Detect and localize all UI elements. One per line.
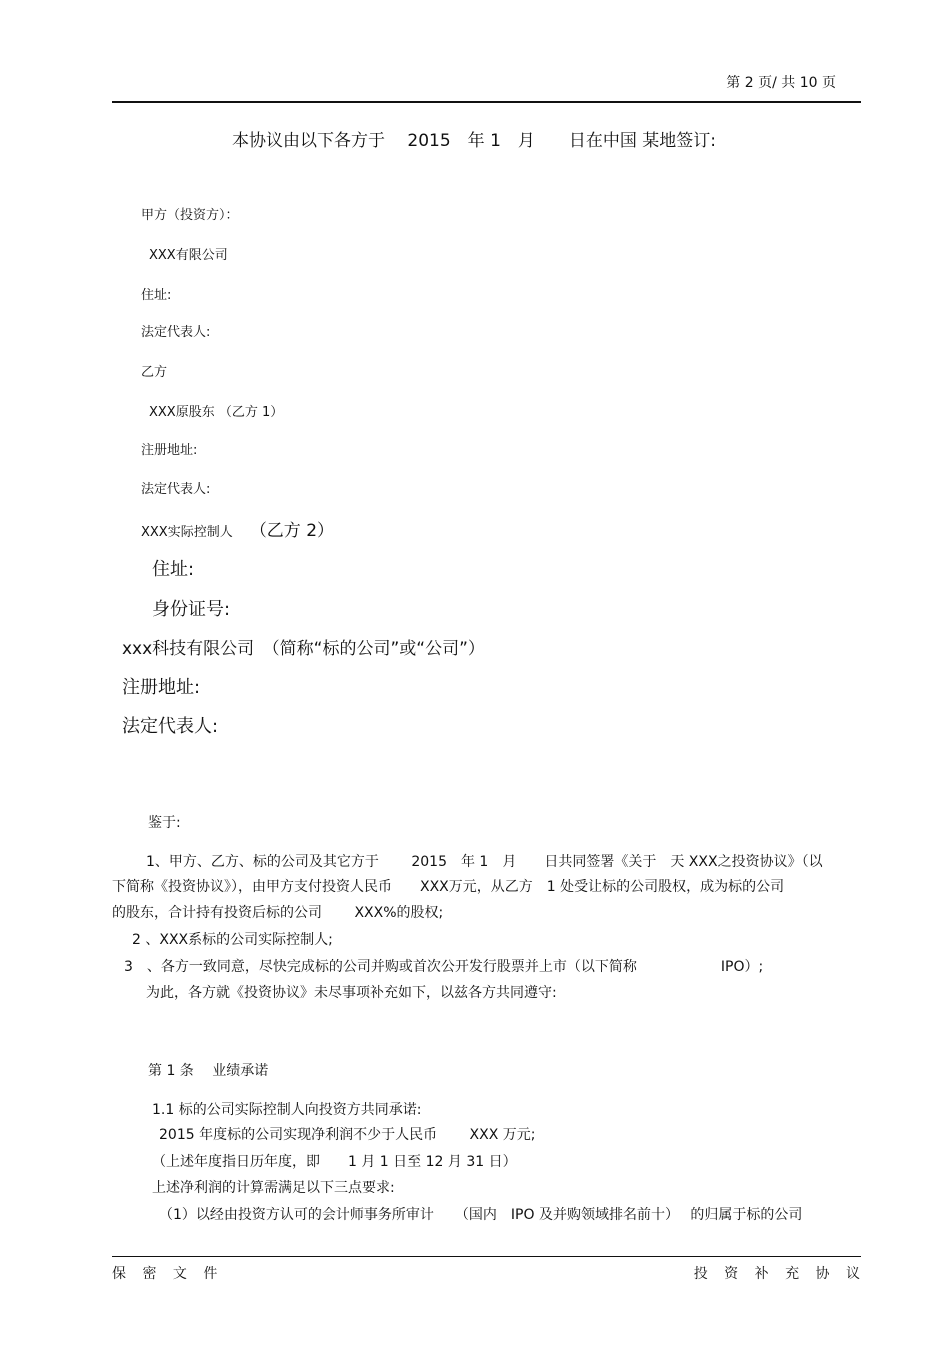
party-b1-name: XXX原股东 （乙方 1） <box>149 405 284 420</box>
footer-right: 投 资 补 充 协 议 <box>693 1266 866 1282</box>
party-a-address: 住址: <box>141 288 172 303</box>
target-company-name: xxx科技有限公司 （简称“标的公司”或“公司”） <box>122 639 485 659</box>
party-b2-address: 住址: <box>152 559 195 580</box>
party-b2-line <box>141 516 334 541</box>
party-a-name: XXX有限公司 <box>149 248 228 263</box>
party-a-label: 甲方（投资方）： <box>141 208 239 223</box>
party-b-label: 乙方 <box>141 365 168 380</box>
party-b2-name: XXX实际控制人 <box>141 525 233 540</box>
article-1-heading: 第 1 条 业绩承诺 <box>148 1063 269 1079</box>
clause-1-1: 1.1 标的公司实际控制人向投资方共同承诺: <box>152 1102 422 1118</box>
party-b1-address: 注册地址: <box>141 443 198 458</box>
page-title: 本协议由以下各方于 2015 年 1 月 日在中国 某地签订: <box>232 131 717 151</box>
target-company-rep: 法定代表人: <box>122 716 219 737</box>
requirement-1: （1）以经由投资方认可的会计师事务所审计 （国内 IPO 及并购领域排名前十） 的归属于标的公司 <box>159 1207 803 1223</box>
recital-1-line-3: 的股东，合计持有投资后标的公司 XXX%的股权; <box>112 905 444 921</box>
recital-2: 2 、XXX系标的公司实际控制人; <box>132 932 333 948</box>
recitals-closing: 为此，各方就《投资协议》未尽事项补充如下，以兹各方共同遵守: <box>146 985 557 1001</box>
target-company-address: 注册地址: <box>122 677 201 698</box>
page-indicator: 第 2 页/ 共 10 页 <box>726 75 836 91</box>
requirements-intro: 上述净利润的计算需满足以下三点要求: <box>152 1180 395 1196</box>
calendar-year-note: （上述年度指日历年度，即 1 月 1 日至 12 月 31 日） <box>152 1154 517 1170</box>
party-b2-id: 身份证号: <box>152 599 231 620</box>
recital-3: 3 、各方一致同意，尽快完成标的公司并购或首次公开发行股票并上市（以下简称 IPO）; <box>124 959 764 975</box>
header-rule <box>112 101 861 103</box>
footer-left: 保 密 文 件 <box>112 1266 224 1282</box>
recitals-heading: 鉴于: <box>148 815 181 831</box>
recital-1-line-1: 1、甲方、乙方、标的公司及其它方于 2015 年 1 月 日共同签署《关于 天 XXX之投资协议》（以 <box>146 854 823 870</box>
footer-rule <box>112 1256 861 1257</box>
commitment-line: 2015 年度标的公司实现净利润不少于人民币 XXX 万元; <box>159 1127 536 1143</box>
recital-1-line-2: 下简称《投资协议》），由甲方支付投资人民币 XXX万元，从乙方 1 处受让标的公司股权，成为标的公司 <box>112 879 785 895</box>
party-b1-rep: 法定代表人: <box>141 482 211 497</box>
party-b2-suffix: （乙方 2） <box>249 521 335 541</box>
party-a-rep: 法定代表人: <box>141 325 211 340</box>
